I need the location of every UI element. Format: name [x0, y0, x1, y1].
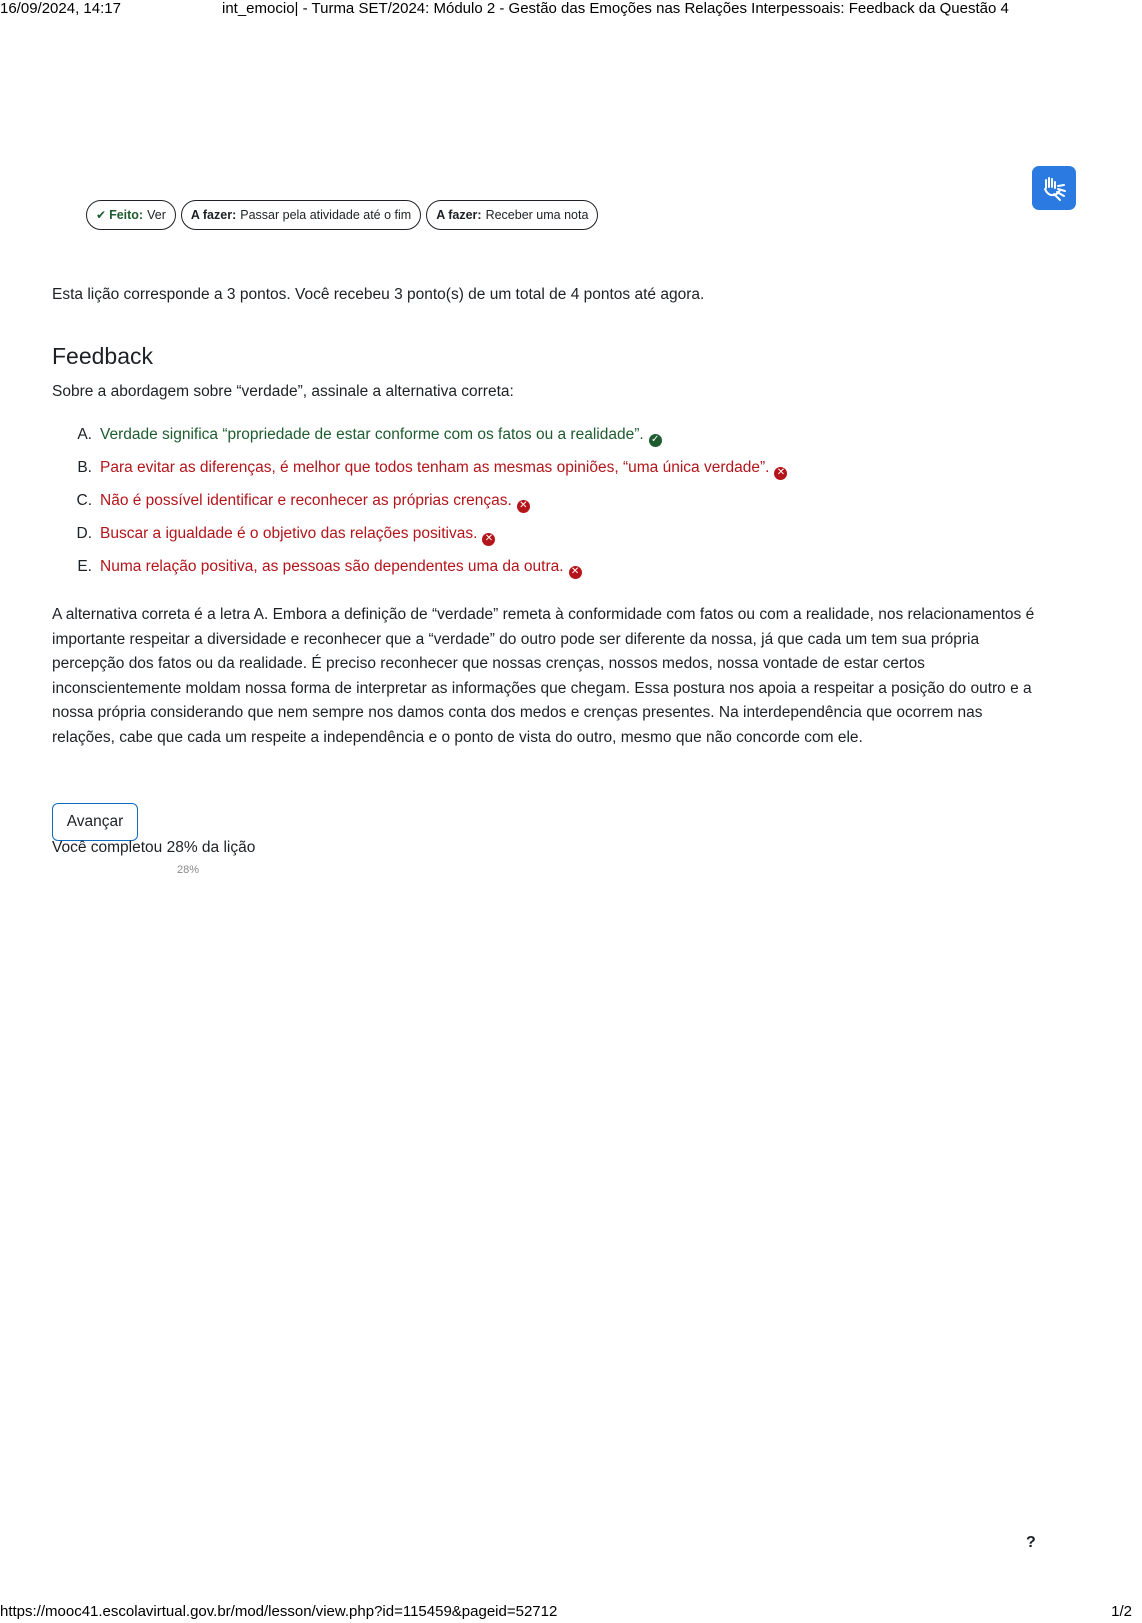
answer-letter: C. — [76, 492, 92, 509]
completion-status: A fazer: — [436, 208, 482, 222]
completion-label: Passar pela atividade até o fim — [240, 208, 412, 222]
completion-badge-finish — [181, 200, 421, 230]
progress-fill — [52, 864, 130, 878]
feedback-title: Feedback — [52, 343, 154, 369]
help-icon[interactable]: ? — [1026, 1534, 1036, 1551]
answer-letter: E. — [77, 558, 92, 575]
completion-badge-view — [86, 200, 176, 230]
answer-letter: B. — [77, 459, 92, 476]
print-footer — [0, 1603, 1142, 1623]
answer-list — [52, 426, 787, 591]
print-date: 16/09/2024, 14:17 — [0, 0, 121, 17]
answer-text: Para evitar as diferenças, é melhor que todos tenham as mesmas opiniões, “uma única verdade”. ✕ — [100, 459, 787, 477]
completion-label: Receber uma nota — [485, 208, 589, 222]
sign-language-icon — [1040, 174, 1068, 202]
completion-status: Feito: — [109, 208, 144, 222]
print-url: https://mooc41.escolavirtual.gov.br/mod/lesson/view.php?id=115459&pageid=52712 — [0, 1603, 558, 1620]
question-text: Sobre a abordagem sobre “verdade”, assinale a alternativa correta: — [52, 383, 514, 400]
answer-text: Buscar a igualdade é o objetivo das relações positivas. ✕ — [100, 525, 495, 543]
answer-item — [52, 426, 787, 459]
answer-item — [52, 525, 787, 558]
lesson-points: Esta lição corresponde a 3 pontos. Você recebeu 3 ponto(s) de um total de 4 pontos até agora. — [52, 286, 705, 303]
check-icon: ✔ — [96, 208, 107, 222]
print-page-number: 1/2 — [1111, 1603, 1132, 1620]
activity-completion — [86, 200, 598, 230]
progress-bar — [52, 864, 332, 878]
answer-text: Numa relação positiva, as pessoas são dependentes uma da outra. ✕ — [100, 558, 582, 576]
answer-letter: D. — [76, 525, 92, 542]
correct-icon: ✓ — [649, 434, 662, 447]
sign-language-button[interactable] — [1032, 166, 1076, 210]
next-button[interactable]: Avançar — [52, 803, 138, 841]
incorrect-icon: ✕ — [517, 500, 530, 513]
incorrect-icon: ✕ — [774, 467, 787, 480]
incorrect-icon: ✕ — [482, 533, 495, 546]
answer-text: Não é possível identificar e reconhecer as próprias crenças. ✕ — [100, 492, 530, 510]
progress-label: 28% — [177, 864, 200, 876]
completion-status: A fazer: — [190, 208, 237, 222]
incorrect-icon: ✕ — [569, 566, 582, 579]
print-header — [0, 0, 1142, 20]
feedback-explanation: A alternativa correta é a letra A. Embora a definição de “verdade” remeta à conformidade com fatos ou com a realidade, nos relacionamentos é importante respeitar a diversidade e reconhecer que a “verdade” do outro pode ser diferente da nossa, já que cada um tem sua própria percepção dos fatos ou da realidade. É preciso reconhecer que nossas crenças, nossos medos, nossa vontade de estar certos inconscientemente moldam nossa forma de interpretar as informações que chegam. Essa postura nos apoia a respeitar a posição do outro e a nossa própria considerando que nem sempre nos damos conta dos medos e crenças presentes. Na interdependência que ocorrem nas relações, cabe que cada um respeite a independência e o ponto de vista do outro, mesmo que não concorde com ele. — [52, 606, 1035, 746]
print-page-title: int_emocio| - Turma SET/2024: Módulo 2 - Gestão das Emoções nas Relações Interpessoais: Feedback da Questão 4 — [222, 0, 1009, 17]
completion-label: Ver — [147, 208, 166, 222]
completion-badge-grade — [426, 200, 598, 230]
answer-letter: A. — [77, 426, 92, 443]
answer-item — [52, 459, 787, 492]
progress-text: Você completou 28% da lição — [52, 839, 256, 856]
answer-text: Verdade significa “propriedade de estar conforme com os fatos ou a realidade”. ✓ — [100, 426, 662, 444]
answer-item — [52, 558, 787, 591]
answer-item — [52, 492, 787, 525]
